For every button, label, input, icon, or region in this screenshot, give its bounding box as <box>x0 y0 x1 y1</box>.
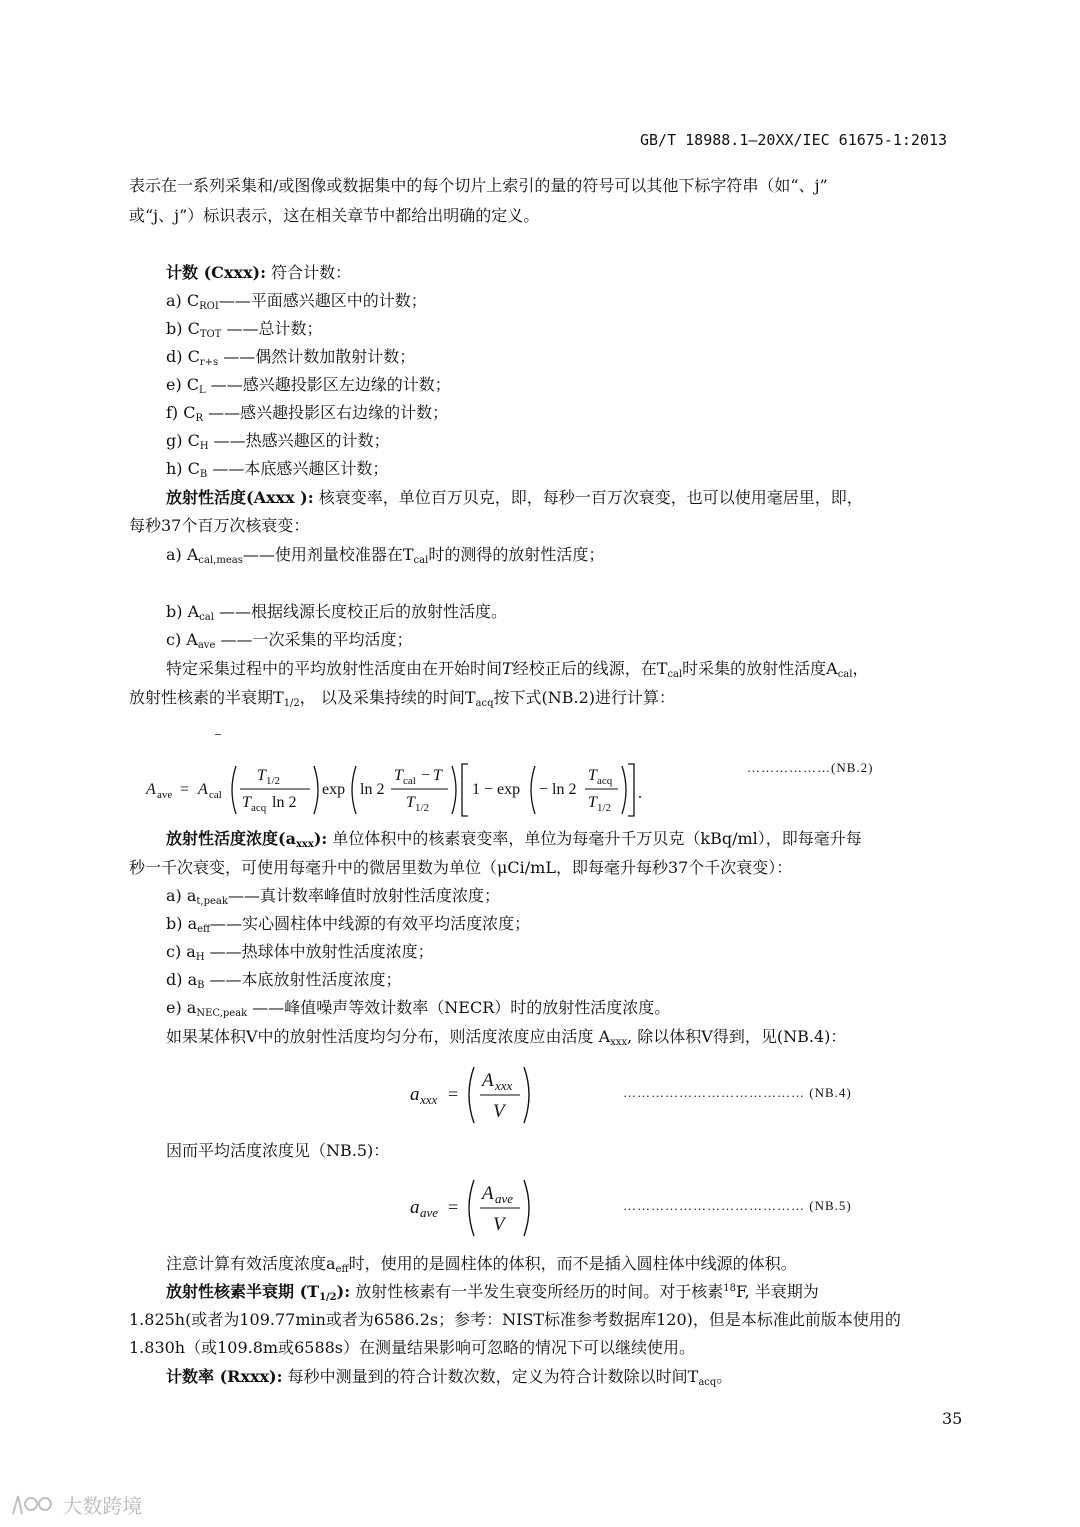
counts-definition <box>166 259 351 287</box>
item-text: ——总计数； <box>221 319 323 338</box>
text-run: F, 半衰期为 <box>735 1282 819 1301</box>
svg-text:T: T <box>257 767 266 784</box>
activity-desc: 核衰变率，单位百万贝克，即，每秒一百万次衰变，也可以使用毫居里，即， <box>318 488 863 507</box>
svg-text:1/2: 1/2 <box>415 802 430 814</box>
equation-nb4-label: ………………………………… (NB.4) <box>623 1085 852 1100</box>
activity-heading: 放射性活度(Axxx ): <box>166 488 314 507</box>
activity-paragraph-line-2 <box>129 684 675 712</box>
counts-heading: 计数 (Cxxx): <box>166 263 266 282</box>
activity-item-c <box>166 626 412 654</box>
svg-text:V: V <box>493 1101 505 1122</box>
text-run: 。 <box>716 1367 733 1386</box>
halflife-heading: 放射性核素半衰期 (T <box>166 1282 320 1301</box>
item-prefix: d) C <box>166 347 200 366</box>
heading-subscript: xxx <box>295 839 314 850</box>
text-run: ， 以及采集持续的时间T <box>299 688 476 707</box>
item-text: ——偶然计数加散射计数； <box>218 347 416 366</box>
item-subscript: TOT <box>199 329 222 340</box>
concentration-desc-line-2: 秒一千次衰变，可使用每毫升中的微居里数为单位（μCi/mL，即每毫升每秒37个千次衰变）： <box>129 858 793 877</box>
item-prefix: c) A <box>166 630 198 649</box>
item-prefix: c) a <box>166 942 196 961</box>
svg-text:T: T <box>588 794 597 811</box>
item-text: ——真计数率峰值时放射性活度浓度； <box>227 886 500 905</box>
halflife-definition <box>166 1278 819 1306</box>
svg-text:T: T <box>433 767 442 784</box>
svg-text:a: a <box>410 1197 420 1218</box>
item-subscript: B <box>199 469 208 480</box>
item-prefix: a) a <box>166 886 197 905</box>
item-subscript: H <box>195 952 205 963</box>
watermark-logo-icon <box>10 1492 56 1518</box>
item-text: ——根据线源长度校正后的放射性活度。 <box>213 602 507 621</box>
halflife-line-2: 1.825h(或者为109.77min或者为6586.2s；参考：NIST标准参考数据库120)，但是本标准此前版本使用的 <box>129 1310 901 1329</box>
svg-text:.: . <box>638 785 642 802</box>
heading-end: ): <box>313 829 328 848</box>
equation-nb5 <box>408 1177 538 1243</box>
item-prefix: g) C <box>166 431 200 450</box>
item-prefix: b) C <box>166 319 200 338</box>
equation-nb4 <box>408 1064 538 1130</box>
counts-item-h <box>166 455 388 483</box>
subscript: eff <box>335 1264 349 1275</box>
svg-text:ave: ave <box>420 1205 439 1220</box>
text-run: 经校正后的线源，在T <box>512 659 668 678</box>
item-prefix: b) a <box>166 914 198 933</box>
item-text: ——热感兴趣区的计数； <box>208 431 390 450</box>
item-text: ——平面感兴趣区中的计数； <box>218 291 427 310</box>
item-text: ——本底感兴趣区计数； <box>207 459 389 478</box>
counts-item-a <box>166 287 427 315</box>
item-text: ——峰值噪声等效计数率（NECR）时的放射性活度浓度。 <box>247 998 671 1017</box>
item-text: 时的测得的放射性活度； <box>428 545 605 564</box>
page-number: 35 <box>942 1409 963 1428</box>
counts-desc: 符合计数： <box>271 263 352 282</box>
equation-nb2-label: ………………(NB.2) <box>747 760 874 775</box>
text-run: , 除以体积V得到，见(NB.4)： <box>627 1027 847 1046</box>
subscript: xxx <box>610 1037 628 1048</box>
text-run: 时，使用的是圆柱体的体积，而不是插入圆柱体中线源的体积。 <box>348 1254 797 1273</box>
svg-text:ave: ave <box>495 1191 514 1206</box>
subscript: 1/2 <box>283 698 300 709</box>
activity-definition <box>166 484 863 512</box>
item-prefix: a) A <box>166 545 199 564</box>
concentration-paragraph <box>166 1023 846 1051</box>
text-run: 放射性核素的半衰期T <box>129 688 284 707</box>
stray-mark <box>215 734 221 735</box>
item-text: ——感兴趣投影区右边缘的计数； <box>203 403 449 422</box>
item-text: ——一次采集的平均活度； <box>215 630 413 649</box>
equation-nb4-formula <box>408 1064 538 1126</box>
svg-text:−: − <box>421 767 431 784</box>
svg-text:ln 2: ln 2 <box>360 781 385 798</box>
svg-text:1/2: 1/2 <box>597 802 612 814</box>
item-subscript: NEC,peak <box>196 1008 248 1019</box>
item-text: ——感兴趣投影区左边缘的计数； <box>205 375 451 394</box>
item-prefix: a) C <box>166 291 200 310</box>
text-run: 注意计算有效活度浓度a <box>166 1254 336 1273</box>
item-prefix: d) a <box>166 970 198 989</box>
equation-nb5-formula <box>408 1177 538 1239</box>
subscript: cal <box>667 669 683 680</box>
item-subscript: cal,meas <box>198 555 243 566</box>
concentration-note <box>166 1250 797 1278</box>
concentration-desc: 单位体积中的核素衰变率，单位为每毫升千万贝克（kBq/ml），即每毫升每 <box>332 829 862 848</box>
text-run: 如果某体积V中的放射性活度均匀分布，则活度浓度应由活度 A <box>166 1027 611 1046</box>
svg-text:A: A <box>146 781 156 798</box>
item-prefix: e) C <box>166 375 200 394</box>
item-subscript: H <box>199 441 209 452</box>
text-run: 每秒中测量到的符合计数次数，定义为符合计数除以时间T <box>287 1367 699 1386</box>
item-prefix: f) C <box>166 403 196 422</box>
svg-text:=: = <box>180 781 190 798</box>
counts-item-g <box>166 427 390 455</box>
item-subscript: cal <box>413 555 429 566</box>
text-run: 时采集的放射性活度A <box>682 659 838 678</box>
item-prefix: e) a <box>166 998 197 1017</box>
concentration-definition <box>166 825 862 853</box>
heading-subscript: 1/2 <box>319 1292 337 1303</box>
subscript: acq <box>475 698 494 709</box>
svg-text:=: = <box>448 1084 459 1104</box>
activity-paragraph-line-1 <box>166 655 868 683</box>
item-subscript: R <box>195 413 204 424</box>
item-subscript: B <box>197 980 205 991</box>
concentration-item-a <box>166 882 500 910</box>
concentration-item-c <box>166 938 434 966</box>
svg-text:1 − exp: 1 − exp <box>472 781 521 798</box>
counts-item-d <box>166 343 415 371</box>
counts-item-e <box>166 371 451 399</box>
svg-text:exp: exp <box>322 781 346 798</box>
item-subscript: ROI <box>199 301 219 312</box>
text-run: 按下式(NB.2)进行计算： <box>493 688 676 707</box>
concentration-item-d <box>166 966 402 994</box>
item-subscript: cal <box>199 612 214 623</box>
activity-desc-line-2: 每秒37个百万次核衰变： <box>129 516 310 535</box>
counts-item-f <box>166 399 448 427</box>
item-subscript: ave <box>197 640 216 651</box>
activity-item-a <box>166 541 604 569</box>
svg-text:A: A <box>482 1183 494 1204</box>
item-text: ——实心圆柱体中线源的有效平均活度浓度； <box>210 914 531 933</box>
svg-text:ave: ave <box>157 789 173 801</box>
svg-text:a: a <box>410 1084 420 1105</box>
svg-text:acq: acq <box>251 802 267 814</box>
item-subscript: L <box>199 385 206 396</box>
intro-line-1: 表示在一系列采集和/或图像或数据集中的每个切片上索引的量的符号可以其他下标字符串（如“、j” <box>129 176 828 195</box>
concentration-item-b <box>166 910 530 938</box>
equation-nb2 <box>144 758 644 826</box>
item-text: ——本底放射性活度浓度； <box>204 970 402 989</box>
svg-text:1/2: 1/2 <box>266 775 281 787</box>
svg-text:T: T <box>406 794 415 811</box>
time-symbol: T <box>502 659 513 678</box>
item-prefix: h) C <box>166 459 200 478</box>
svg-text:cal: cal <box>403 775 416 787</box>
svg-text:− ln 2: − ln 2 <box>539 781 577 798</box>
subscript: acq <box>698 1377 717 1388</box>
concentration-paragraph-2: 因而平均活度浓度见（NB.5)： <box>166 1141 390 1160</box>
heading-end: ): <box>336 1282 351 1301</box>
item-text: ——热球体中放射性活度浓度； <box>204 942 434 961</box>
standard-code: GB/T 18988.1—20XX/IEC 61675-1:2013 <box>640 131 948 149</box>
subscript: cal <box>837 669 853 680</box>
svg-text:cal: cal <box>209 789 222 801</box>
item-subscript: r+s <box>199 357 219 368</box>
text-run: 特定采集过程中的平均放射性活度由在开始时间 <box>166 659 503 678</box>
svg-text:xxx: xxx <box>495 1078 513 1093</box>
svg-text:T: T <box>394 767 403 784</box>
svg-text:A: A <box>198 781 208 798</box>
text-run: 放射性核素有一半发生衰变所经历的时间。对于核素 <box>355 1282 724 1301</box>
svg-text:xxx: xxx <box>420 1092 438 1107</box>
svg-text:T: T <box>242 794 251 811</box>
item-subscript: eff <box>197 924 211 935</box>
item-prefix: b) A <box>166 602 200 621</box>
equation-nb5-label: ………………………………… (NB.5) <box>623 1198 852 1213</box>
counts-item-b <box>166 315 322 343</box>
svg-text:A: A <box>482 1070 494 1091</box>
item-text: ——使用剂量校准器在T <box>242 545 414 564</box>
svg-text:ln 2: ln 2 <box>272 794 297 811</box>
countrate-heading: 计数率 (Rxxx): <box>166 1367 283 1386</box>
svg-text:acq: acq <box>597 775 613 787</box>
svg-text:V: V <box>493 1214 505 1235</box>
svg-text:=: = <box>448 1197 459 1217</box>
item-subscript: t,peak <box>196 896 228 907</box>
concentration-heading: 放射性活度浓度(a <box>166 829 296 848</box>
concentration-item-e <box>166 994 670 1022</box>
superscript: 18 <box>723 1283 736 1294</box>
countrate-definition <box>166 1363 732 1391</box>
activity-item-b <box>166 598 507 626</box>
watermark-text: 大数跨境 <box>62 1494 143 1518</box>
watermark <box>10 1490 142 1519</box>
svg-text:T: T <box>588 767 597 784</box>
text-run: ， <box>852 659 869 678</box>
halflife-line-3: 1.830h（或109.8m或6588s）在测量结果影响可忽略的情况下可以继续使用。 <box>129 1338 696 1357</box>
intro-line-2: 或“j、j”）标识表示，这在相关章节中都给出明确的定义。 <box>129 206 540 225</box>
equation-nb2-formula <box>144 758 644 822</box>
